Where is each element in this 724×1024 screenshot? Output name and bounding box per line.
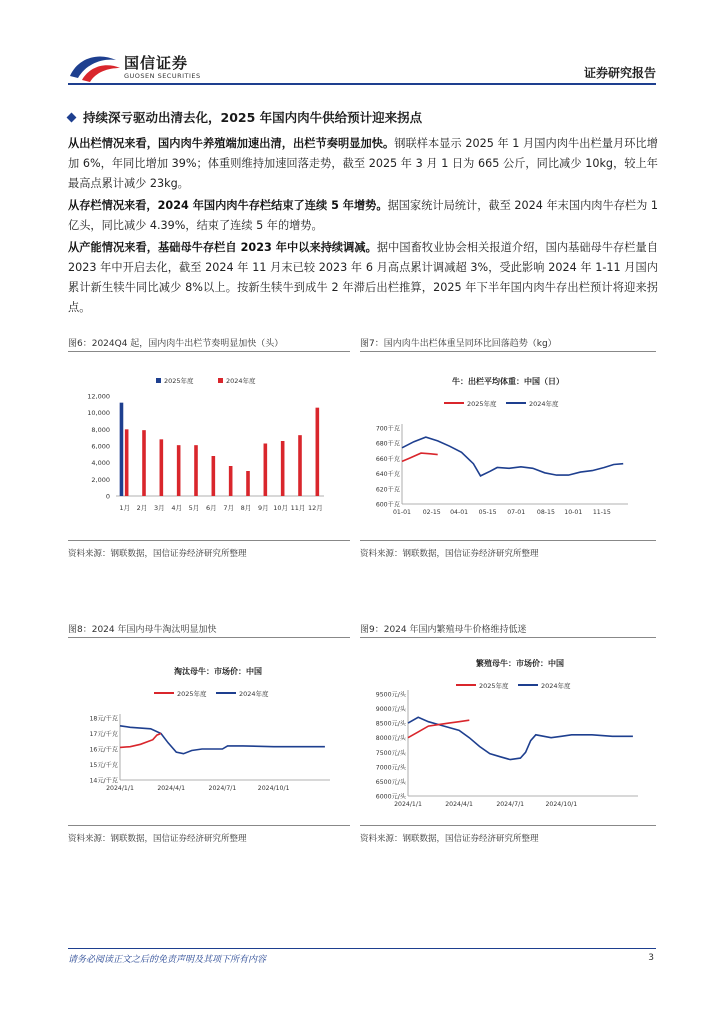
fig9-source: 资料来源：钢联数据，国信证券经济研究所整理 (360, 834, 539, 844)
fig8-top-rule (68, 637, 350, 638)
legend-label: 2024年度 (239, 690, 269, 698)
paragraph-lead: 从出栏情况来看，国内肉牛养殖端加速出清，出栏节奏明显加快。 (68, 137, 395, 150)
paragraph-capacity (68, 238, 658, 318)
x-tick-label: 01-01 (393, 509, 411, 516)
y-tick-label: 9500元/头 (375, 691, 406, 699)
fig7-source: 资料来源：钢联数据，国信证券经济研究所整理 (360, 549, 539, 559)
report-type-label: 证券研究报告 (583, 66, 656, 80)
x-tick-label: 2024/4/1 (157, 785, 186, 792)
x-tick-label: 8月 (240, 504, 252, 512)
x-tick-label: 7月 (223, 504, 234, 512)
bar (120, 403, 124, 496)
x-tick-label: 07-01 (507, 509, 526, 516)
y-tick-label: 17元/千克 (89, 731, 118, 738)
fig7-top-rule (360, 351, 656, 352)
series-line (120, 734, 161, 748)
x-tick-label: 10-01 (564, 509, 583, 516)
paragraph-body: 钢联样本显示 2025 年 1 月国内肉牛出栏量月环比增加 6%，年同比增加 39%；体重则维持加速回落走势，截至 2025 年 3 月 1 日为 665 公斤，同比减少 10kg，较上年最高点累计减少 23kg。 (68, 137, 658, 190)
bar (229, 466, 233, 496)
x-tick-label: 12月 (307, 504, 323, 512)
x-tick-label: 2024/1/1 (106, 785, 134, 792)
y-tick-label: 16元/千克 (89, 746, 118, 754)
y-tick-label: 2,000 (91, 475, 110, 484)
legend-swatch (156, 378, 161, 383)
y-tick-label: 600千克 (375, 501, 400, 509)
page-number: 3 (648, 953, 654, 963)
x-tick-label: 2024/10/1 (257, 785, 290, 792)
fig9-top-rule (360, 637, 656, 638)
fig6-title: 图6：2024Q4 起，国内肉牛出栏节奏明显加快（头） (68, 339, 284, 349)
bar (316, 408, 320, 496)
paragraph-inventory (68, 196, 658, 236)
x-tick-label: 3月 (154, 504, 165, 512)
x-tick-label: 2024/7/1 (208, 785, 237, 792)
section-title (68, 108, 422, 126)
fig9-title: 图9：2024 年国内繁殖母牛价格维持低迷 (360, 625, 527, 635)
legend-label: 2025年度 (479, 682, 509, 690)
fig6-bar-chart (68, 356, 350, 530)
legend-label: 2024年度 (541, 682, 571, 690)
x-tick-label: 10月 (273, 504, 289, 512)
y-tick-label: 8,000 (91, 425, 110, 434)
chart-title: 繁殖母牛：市场价：中国 (476, 659, 564, 668)
fig9-line-chart (360, 644, 656, 816)
y-tick-label: 9000元/头 (375, 706, 406, 714)
legend-label: 2024年度 (226, 377, 256, 385)
x-tick-label: 2024/4/1 (445, 801, 474, 808)
bar (246, 471, 250, 496)
chart-title: 牛：出栏平均体重：中国（日） (452, 377, 564, 386)
y-tick-label: 15元/千克 (89, 762, 118, 769)
series-line (402, 437, 623, 476)
fig7-line-chart (360, 356, 656, 530)
x-tick-label: 2024/7/1 (496, 801, 525, 808)
x-tick-label: 05-15 (478, 509, 497, 516)
x-tick-label: 9月 (258, 504, 269, 512)
legend-label: 2025年度 (467, 400, 497, 408)
bar (142, 430, 146, 496)
paragraph-lead: 从产能情况来看，基础母牛存栏自 2023 年中以来持续调减。 (68, 241, 377, 254)
fig6-source: 资料来源：钢联数据，国信证券经济研究所整理 (68, 549, 247, 559)
brand-name-en: GUOSEN SECURITIES (124, 72, 201, 80)
series-line (408, 720, 469, 738)
y-tick-label: 7000元/头 (375, 764, 406, 772)
y-tick-label: 14元/千克 (89, 777, 118, 785)
legend-label: 2025年度 (164, 377, 194, 385)
y-tick-label: 7500元/头 (375, 749, 406, 757)
y-tick-label: 0 (105, 492, 110, 501)
x-tick-label: 02-15 (422, 509, 441, 516)
series-line (402, 453, 438, 461)
bar (264, 444, 268, 497)
y-tick-label: 700千克 (375, 425, 400, 433)
chart-title: 淘汰母牛：市场价：中国 (174, 667, 262, 676)
y-tick-label: 12,000 (87, 392, 110, 401)
y-tick-label: 8500元/头 (375, 720, 406, 728)
footer-divider (68, 948, 656, 949)
legend-swatch (218, 378, 223, 383)
y-tick-label: 18元/千克 (89, 715, 118, 723)
bar (160, 439, 164, 496)
x-tick-label: 08-15 (536, 509, 555, 516)
y-tick-label: 6,000 (91, 442, 110, 451)
y-tick-label: 620千克 (375, 486, 400, 494)
fig9-bottom-rule (360, 825, 656, 826)
x-tick-label: 04-01 (450, 509, 469, 516)
legend-label: 2024年度 (529, 400, 559, 408)
x-tick-label: 2024/10/1 (545, 801, 578, 808)
brand-name: 国信证券 (124, 54, 189, 72)
fig8-source: 资料来源：钢联数据，国信证券经济研究所整理 (68, 834, 247, 844)
fig8-line-chart (68, 644, 350, 816)
footer-disclaimer: 请务必阅读正文之后的免责声明及其项下所有内容 (68, 955, 267, 965)
bar (125, 429, 129, 496)
paragraph-lead: 从存栏情况来看，2024 年国内肉牛存栏结束了连续 5 年增势。 (68, 199, 388, 212)
y-tick-label: 8000元/头 (375, 735, 406, 743)
x-tick-label: 11月 (290, 504, 306, 512)
fig8-title: 图8：2024 年国内母牛淘汰明显加快 (68, 625, 217, 635)
paragraph-slaughter (68, 134, 658, 194)
y-tick-label: 6000元/头 (375, 793, 406, 801)
y-tick-label: 6500元/头 (375, 778, 406, 786)
x-tick-label: 11-15 (592, 509, 611, 516)
x-tick-label: 4月 (171, 504, 182, 512)
bar (212, 456, 216, 496)
paragraph-body: 据国家统计局统计，截至 2024 年末国内肉牛存栏为 1 亿头，同比减少 4.39%，结束了连续 5 年的增势。 (68, 199, 659, 232)
bar (281, 441, 285, 496)
bar (194, 445, 198, 496)
y-tick-label: 640千克 (375, 471, 400, 479)
x-tick-label: 2月 (136, 504, 148, 512)
x-tick-label: 2024/1/1 (394, 801, 422, 808)
y-tick-label: 4,000 (91, 459, 110, 468)
fig7-bottom-rule (360, 540, 656, 541)
diamond-bullet-icon (67, 113, 77, 123)
x-tick-label: 6月 (206, 504, 217, 512)
bar (177, 445, 181, 496)
fig6-top-rule (68, 351, 350, 352)
y-tick-label: 10,000 (87, 409, 110, 418)
y-tick-label: 660千克 (375, 455, 400, 463)
section-title-text: 持续深亏驱动出清去化，2025 年国内肉牛供给预计迎来拐点 (83, 110, 423, 125)
fig6-bottom-rule (68, 540, 350, 541)
bar (298, 435, 302, 496)
legend-label: 2025年度 (177, 690, 207, 698)
x-tick-label: 5月 (188, 504, 200, 512)
fig7-title: 图7：国内肉牛出栏体重呈同环比回落趋势（kg） (360, 339, 557, 349)
fig8-bottom-rule (68, 825, 350, 826)
x-tick-label: 1月 (119, 504, 130, 512)
header-divider (68, 83, 656, 85)
paragraph-body: 据中国畜牧业协会相关报道介绍，国内基础母牛存栏量自 2023 年中开启去化，截至 2024 年 11 月末已较 2023 年 6 月高点累计调减超 3%，受此影响 2024 年 1-11 月国内累计新生犊牛同比减少 8%以上。按新生犊牛到成牛 2 年滞后出栏推算，2025 年下半年国内肉牛存出栏预计将迎来拐点。 (68, 241, 658, 314)
y-tick-label: 680千克 (375, 440, 400, 448)
